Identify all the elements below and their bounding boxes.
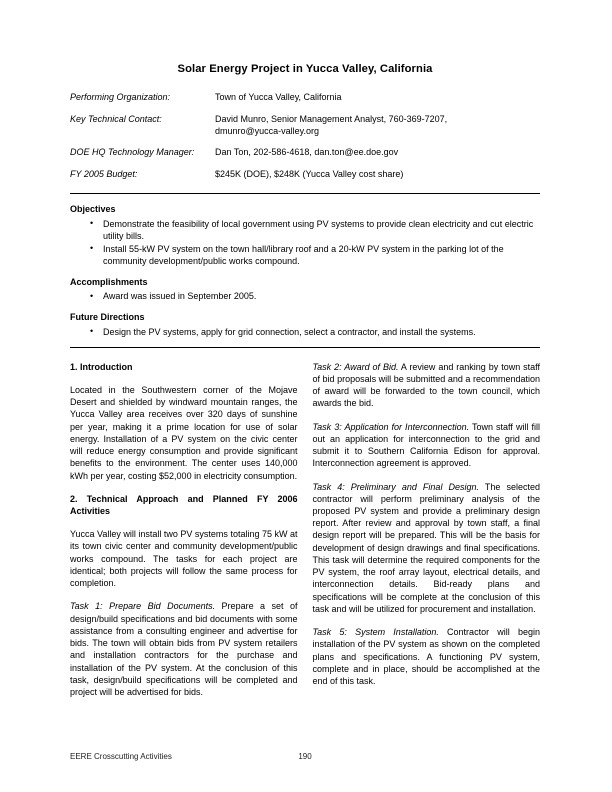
metadata-value	[215, 147, 540, 169]
metadata-label: Key Technical Contact:	[70, 113, 162, 124]
footer-page-number: 190	[298, 752, 312, 761]
bullet-icon: •	[90, 218, 94, 229]
future-directions-heading: Future Directions	[70, 312, 145, 323]
task-3-label: Task 3: Application for Interconnection.	[312, 421, 470, 432]
metadata-label: DOE HQ Technology Manager:	[70, 147, 195, 158]
objectives-list	[70, 218, 540, 268]
technical-approach-heading: 2. Technical Approach and Planned FY 2006 Activities	[70, 493, 298, 517]
task-3-text: Town staff will fill out an application for interconnection to the grid and submit it to Southern California Edison for approval. Interconnection agreement is approved.	[312, 421, 540, 469]
left-column	[70, 361, 298, 699]
task-1-text: Prepare a set of design/build specifications and bid documents with some assistance from a consulting engineer and advertise for bids. The town will obtain bids from PV system retailers and installation contractors for the purchase and installation of the PV system. At the conclusion of this task, design/build specifications will be completed and project will be advertised for bids.	[70, 601, 298, 698]
bullet-icon: •	[90, 326, 94, 337]
metadata-value-email: dmunro@yucca-valley.org	[215, 125, 320, 136]
metadata-value-line: $245K (DOE), $248K (Yucca Valley cost share)	[215, 169, 404, 180]
technical-approach-paragraph: Yucca Valley will install two PV systems totaling 75 kW at its town civic center and community development/public works compound. The tasks for each project are identical; both projects will follow the same process for completion.	[70, 529, 298, 589]
objectives-section	[70, 203, 540, 267]
footer-left-text: EERE Crosscutting Activities	[70, 752, 172, 761]
metadata-row	[70, 92, 540, 114]
list-item	[90, 326, 540, 338]
accomplishments-heading: Accomplishments	[70, 277, 148, 288]
task-4-label: Task 4: Preliminary and Final Design.	[312, 481, 480, 492]
list-item	[90, 218, 540, 242]
metadata-row	[70, 147, 540, 169]
metadata-label: Performing Organization:	[70, 91, 171, 102]
metadata-row	[70, 114, 540, 148]
future-directions-list	[70, 326, 540, 338]
task-2-text: A review and ranking by town staff of bid proposals will be submitted and a recommendation of award will be forwarded to the town council, which awards the bid.	[312, 361, 540, 409]
list-item-text: Design the PV systems, apply for grid connection, select a contractor, and install the systems.	[103, 326, 476, 337]
task-2-paragraph	[313, 361, 541, 410]
page-title: Solar Energy Project in Yucca Valley, California	[177, 63, 433, 75]
task-5-label: Task 5: System Installation.	[312, 627, 439, 638]
metadata-value	[215, 92, 540, 114]
metadata-row	[70, 169, 540, 191]
horizontal-rule-bottom	[70, 347, 540, 348]
horizontal-rule-top	[70, 193, 540, 194]
task-4-text: The selected contractor will perform preliminary analysis of the proposed PV system and provide a preliminary design report. After review and approval by town staff, a final design report will be prepared. This will be the basis for development of design drawings and final specifications. This task will determine the required components for the PV system, the roof array layout, electrical details, and interconnection details. Bid-ready plans and specifications will be complete at the conclusion of this task and will be utilized for procurement and installation.	[312, 481, 540, 614]
introduction-heading: 1. Introduction	[70, 361, 133, 372]
metadata-value-line: Town of Yucca Valley, California	[215, 91, 342, 102]
task-1-label: Task 1: Prepare Bid Documents.	[70, 601, 216, 612]
list-item-text: Install 55-kW PV system on the town hall/library roof and a 20-kW PV system in the parking lot of the community development/public works compound.	[103, 243, 504, 266]
list-item	[90, 290, 540, 302]
accomplishments-list	[70, 290, 540, 302]
bullet-icon: •	[90, 290, 94, 301]
task-3-paragraph	[313, 421, 541, 470]
list-item-text: Demonstrate the feasibility of local government using PV systems to provide clean electricity and cut electric utility bills.	[103, 218, 534, 241]
task-5-text: Contractor will begin installation of the PV system as shown on the completed plans and specifications. A functioning PV system, complete and in place, should be accomplished at the end of this task.	[312, 627, 540, 687]
list-item	[90, 243, 540, 267]
task-4-paragraph	[313, 481, 541, 616]
metadata-label: FY 2005 Budget:	[70, 169, 138, 180]
metadata-value	[215, 169, 540, 191]
page-content	[70, 62, 540, 698]
bullet-icon: •	[90, 243, 94, 254]
task-1-paragraph	[70, 600, 298, 698]
project-metadata-table	[70, 92, 540, 192]
task-2-label: Task 2: Award of Bid.	[312, 361, 399, 372]
task-5-paragraph	[313, 626, 541, 687]
future-directions-section	[70, 311, 540, 337]
right-column	[313, 361, 541, 699]
accomplishments-section	[70, 276, 540, 302]
introduction-paragraph: Located in the Southwestern corner of the Mojave Desert and shielded by windward mountain ranges, the Yucca Valley area receives over 320 days of sunshine per year, making it a prime location for use of solar energy. Installation of a PV system on the civic center will reduce energy consumption and provide significant benefits to the environment. The center uses 140,000 kWh per year, costing $52,000 in electricity consumption.	[70, 384, 298, 481]
metadata-value-line: Dan Ton, 202-586-4618, dan.ton@ee.doe.gov	[215, 147, 399, 158]
two-column-body	[70, 361, 540, 699]
list-item-text: Award was issued in September 2005.	[103, 291, 257, 302]
metadata-value-line: David Munro, Senior Management Analyst, 760-369-7207,	[215, 113, 448, 124]
objectives-heading: Objectives	[70, 204, 116, 215]
metadata-value	[215, 114, 540, 148]
